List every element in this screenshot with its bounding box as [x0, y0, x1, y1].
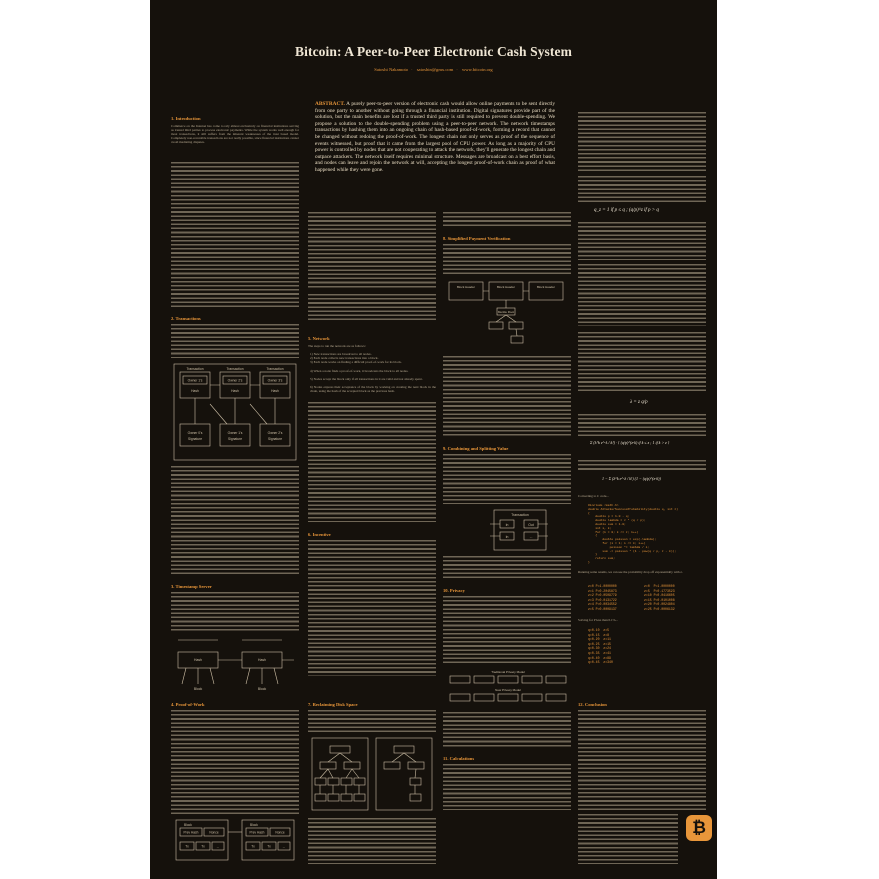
converting-label: Converting to C code... [578, 494, 609, 498]
reclaiming-body-lines [308, 710, 436, 732]
svg-text:Block: Block [257, 687, 267, 691]
svg-text:Hash: Hash [191, 389, 199, 393]
svg-text:...: ... [529, 535, 533, 539]
svg-text:...: ... [216, 844, 220, 849]
section-heading-reclaiming-disk-space: 7. Reclaiming Disk Space [308, 702, 358, 707]
timestamp-body-lines [171, 592, 299, 632]
author-email: satoshin@gmx.com [416, 67, 454, 72]
results-table-q03: z=0 P=1.0000000 z=5 P=0.1773523 z=10 P=0.0416605 z=15 P=0.0101008 z=20 P=0.0024804 z=25 P=0.0006132 [644, 584, 675, 611]
timestamp-diagram [172, 634, 298, 694]
svg-text:Block Header: Block Header [496, 285, 516, 289]
svg-text:Nonce: Nonce [275, 830, 285, 835]
section-heading-introduction: 1. Introduction [171, 116, 201, 121]
combining-body-lines-2 [443, 556, 571, 580]
section-heading-calculations: 11. Calculations [443, 756, 475, 761]
transaction-io-diagram [490, 508, 550, 552]
svg-text:Transaction: Transaction [266, 367, 284, 371]
pow-continued-lines [308, 212, 436, 290]
svg-text:Signature: Signature [267, 437, 283, 441]
diagram-label-transaction: Transaction [186, 367, 204, 371]
svg-text:Hash: Hash [258, 658, 266, 662]
svg-text:Block Header: Block Header [536, 285, 556, 289]
running-results-label: Running some results, we can see the probability drop off exponentially with z. [578, 570, 683, 574]
pow-body-lines [171, 710, 299, 814]
transactions-diagram [172, 362, 298, 462]
calculations-lines-7 [578, 460, 706, 470]
svg-text:Owner 1's: Owner 1's [227, 431, 243, 435]
section-heading-privacy: 10. Privacy [443, 588, 465, 593]
section-heading-conclusion: 12. Conclusion [578, 702, 607, 707]
solving-label: Solving for P less than 0.1%... [578, 618, 618, 622]
svg-text:Owner 1's: Owner 1's [187, 378, 203, 383]
svg-text:Signature: Signature [187, 437, 203, 441]
calculations-continued-lines-2 [578, 176, 706, 204]
svg-text:Tx: Tx [201, 844, 205, 849]
abstract [315, 101, 555, 174]
network-step: 2) Each node collects new transactions into a block. [310, 356, 379, 361]
calculations-lines-4 [578, 264, 706, 326]
section-heading-proof-of-work: 4. Proof-of-Work [171, 702, 205, 707]
svg-text:Merkle Root: Merkle Root [497, 310, 515, 314]
spv-body-lines [443, 244, 571, 274]
section-heading-spv: 8. Simplified Payment Verification [443, 236, 511, 241]
storage-lines [443, 212, 571, 228]
author-name: Satoshi Nakamoto [374, 67, 409, 72]
section-heading-transactions: 2. Transactions [171, 316, 201, 321]
author-line: Satoshi Nakamoto · satoshin@gmx.com · www.bitcoin.org [374, 67, 493, 72]
svg-text:Hash: Hash [231, 389, 239, 393]
network-step: 3) Each node works on finding a difficult proof-of-work for its block. [310, 360, 402, 365]
pow-continued-lines-2 [308, 294, 436, 320]
svg-text:Block Header: Block Header [456, 285, 476, 289]
svg-text:Transaction: Transaction [511, 513, 529, 517]
combining-body-lines [443, 454, 571, 504]
privacy-body-lines-2 [443, 712, 571, 748]
results-table-q01: z=0 P=1.0000000 z=1 P=0.2045873 z=2 P=0.0509779 z=3 P=0.0131722 z=4 P=0.0034552 z=5 P=0.0009137 [588, 584, 617, 611]
svg-text:Block: Block [250, 823, 258, 827]
svg-text:Out: Out [528, 523, 534, 527]
network-body-lines [308, 402, 436, 522]
svg-text:Traditional Privacy Model: Traditional Privacy Model [491, 670, 525, 674]
svg-text:Hash: Hash [194, 658, 202, 662]
abstract-label: ABSTRACT. [315, 101, 345, 107]
pow-diagram [172, 816, 298, 864]
svg-text:Owner 3's: Owner 3's [267, 378, 283, 383]
network-step: 6) Nodes express their acceptance of the block by working on creating the next block in the chain, using the hash of the accepted block as the previous hash. [310, 384, 436, 394]
section-heading-network: 5. Network [308, 336, 330, 341]
calculations-lines-5 [578, 332, 706, 392]
solving-table: q=0.10 z=5 q=0.15 z=8 q=0.20 z=11 q=0.25 z=15 q=0.30 z=24 q=0.35 z=41 q=0.40 z=89 q=0.45 z=340 [588, 628, 613, 665]
svg-text:Tx: Tx [267, 844, 271, 849]
section-heading-incentive: 6. Incentive [308, 532, 331, 537]
calculations-body-lines [443, 764, 571, 810]
svg-text:Prev Hash: Prev Hash [183, 830, 199, 835]
introduction-body-lines [171, 162, 299, 308]
formula-rearranged: 1 − Σ (λ^k e^-λ / k!) (1 − (q/p)^(z-k)) [602, 476, 661, 481]
svg-text:...: ... [282, 844, 286, 849]
calculations-lines-3 [578, 222, 706, 260]
paper-title: Bitcoin: A Peer-to-Peer Electronic Cash System [295, 44, 572, 59]
transactions-body-lines [171, 324, 299, 358]
conclusion-body-lines [578, 710, 706, 810]
network-step: 4) When a node finds a proof-of-work, it broadcasts the block to all nodes. [310, 368, 409, 373]
spv-body-lines-2 [443, 356, 571, 436]
svg-text:Block: Block [193, 687, 203, 691]
formula-lambda: λ = z q/p [630, 400, 648, 405]
formula-poisson-sum: Σ (λ^k e^-λ / k!) · { (q/p)^(z-k) if k ≤ z ; 1 if k > z } [590, 440, 670, 445]
privacy-diagram [446, 668, 570, 708]
svg-text:Owner 2's: Owner 2's [267, 431, 283, 435]
svg-text:Prev Hash: Prev Hash [249, 830, 265, 835]
reclaiming-body-lines-2 [308, 818, 436, 864]
c-code-block: #include <math.h> double AttackerSuccessProbability(double q, int z) { double p = 1.0 - q; double lambda = z * (q / p); double sum = 1.0; int i, k; for (k = 0; k <= z; k++) { double poisson = exp(-lambda); for (i = 1; i <= k; i++) poisson *= lambda / i; sum -= poisson * (1 - pow(q / p, z - k)); } return sum; } [588, 504, 679, 564]
svg-text:New Privacy Model: New Privacy Model [495, 688, 521, 692]
merkle-tree-diagram [310, 736, 434, 812]
svg-text:In: In [505, 523, 509, 527]
abstract-text: A purely peer-to-peer version of electronic cash would allow online payments to be sent directly from one party to another without going through a financial institution. Digital signatures provide part of the solution, but the main benefits are lost if a trusted third party is still required to prevent double-spending. We propose a solution to the double-spending problem using a peer-to-peer network. The network timestamps transactions by hashing them into an ongoing chain of hash-based proof-of-work, forming a record that cannot be changed without redoing the proof-of-work. The longest chain not only serves as proof of the sequence of events witnessed, but proof that it came from the largest pool of CPU power. As long as a majority of CPU power is controlled by nodes that are not cooperating to attack the network, they'll generate the longest chain and outpace attackers. The network itself requires minimal structure. Messages are broadcast on a best effort basis, and nodes can leave and rejoin the network at will, accepting the longest proof-of-work chain as proof of what happened while they were gone. [315, 101, 555, 173]
calculations-lines-6 [578, 414, 706, 436]
bitcoin-logo-icon: ₿ [686, 815, 712, 841]
formula-qz: q_z = 1 if p ≤ q ; (q/p)^z if p > q [594, 208, 659, 213]
section-heading-timestamp-server: 3. Timestamp Server [171, 584, 212, 589]
spv-diagram [445, 278, 569, 350]
section-heading-combining-splitting: 9. Combining and Splitting Value [443, 446, 509, 451]
poster: Bitcoin: A Peer-to-Peer Electronic Cash System Satoshi Nakamoto · satoshin@gmx.com · www.bitcoin.org ABSTRACT. A purely peer-to-peer version of electronic cash would allow online payments to be sent directly from one party to another without going through a financial institution. Digital signatures provide part of the solution, but the main benefits are lost if a trusted third party is still required to prevent double-spending. We propose a solution to the double-spending problem using a peer-to-peer network. The network timestamps transactions by hashing them into an ongoing chain of hash-based proof-of-work, forming a record that cannot be changed without redoing the proof-of-work. The longest chain not only serves as proof of the sequence of events witnessed, but proof that it came from the largest pool of CPU power. As long as a majority of CPU power is controlled by nodes that are not cooperating to attack the network, they'll generate the longest chain and outpace attackers. The network itself requires minimal structure. Messages are broadcast on a best effort basis, and nodes can leave and rejoin the network at will, accepting the longest proof-of-work chain as proof of what happened while they were gone. 1. Introduction Commerce on the Internet has come to rely almost exclusively on financial institutions serving as trusted third parties to process electronic payments. While the system works well enough for most transactions, it still suffers from the inherent weaknesses of the trust based model. Completely non-reversible transactions are not really possible, since financial institutions cannot avoid mediating disputes. 2. Transactions Transaction Transaction Transaction Owner 1's Owner 2's Owner 3's Hash Hash Hash Owner 0's Owner 1's Owner 2's Signature Signature Signature 3. Timestamp Server Hash Hash Block Block 4. Proof-of-Work Block Block Prev Hash Nonce Prev Hash Nonce Tx Tx ... Tx Tx ... 5. Network The steps to run the network are as follows: 1) New transactions are broadcast to all nodes. 2) Each node collects new transactions into a block. 3) Each node works on finding a difficult proof-of-work for its block. 4) When a node finds a proof-of-work, it broadcasts the block to all nodes. 5) Nodes accept the block only if all transactions in it are valid and not already spent. 6) Nodes express their acceptance of the block by working on creating the next block in the chain, using the hash of the accepted block as the previous hash. 6. Incentive 7. Reclaiming Disk Space 8. Simplified Payment Verification Block Header Block Header Block Header Merkle Root 9. Combining and Splitting Value Transaction In In Out ... 10. Privacy Traditional Privacy Model New Privacy Model 11. Calculations q_z = 1 if p ≤ q ; (q/p)^z if p > q λ = z q/p Σ (λ^k e^-λ / k!) · { (q/p)^(z-k) if k ≤ z ; 1 if k > z } 1 − Σ (λ^k e^-λ / k!) (1 − (q/p)^(z-k)) Converting to C code... #include <math.h> double AttackerSuccessProbability(double q, int z) { double p = 1.0 - q; double lambda = z * (q / p); double sum = 1.0; int i, k; for (k = 0; k <= z; k++) { double poisson = exp(-lambda); for (i = 1; i <= k; i++) poisson *= lambda / i; sum -= poisson * (1 - pow(q / p, z - k)); } return sum; } Running some results, we can see the probability drop off exponentially with z. z=0 P=1.0000000 z=1 P=0.2045873 z=2 P=0.0509779 z=3 P=0.0131722 z=4 P=0.0034552 z=5 P=0.0009137 z=0 P=1.0000000 z=5 P=0.1773523 z=10 P=0.0416605 z=15 P=0.0101008 z=20 P=0.0024804 z=25 P=0.0006132 Solving for P less than 0.1%... q=0.10 z=5 q=0.15 z=8 q=0.20 z=11 q=0.25 z=15 q=0.30 z=24 q=0.35 z=41 q=0.40 z=89 q=0.45 z=340 12. Conclusion ₿ [150, 0, 717, 879]
svg-text:Block: Block [184, 823, 192, 827]
network-step: 1) New transactions are broadcast to all nodes. [310, 352, 372, 356]
introduction-text: Commerce on the Internet has come to rely almost exclusively on financial institutions serving as trusted third parties to process electronic payments. While the system works well enough for most transactions, it still suffers from the inherent weaknesses of the trust based model. Completely non-reversible transactions are not really possible, since financial institutions cannot avoid mediating disputes. [171, 124, 299, 145]
svg-text:Owner 0's: Owner 0's [187, 431, 203, 435]
incentive-body-lines [308, 540, 436, 676]
privacy-body-lines [443, 596, 571, 664]
network-step: 5) Nodes accept the block only if all transactions in it are valid and not already spent. [310, 376, 423, 381]
conclusion-body-lines-2 [578, 814, 678, 864]
calculations-continued-lines [578, 112, 706, 172]
svg-text:Transaction: Transaction [226, 367, 244, 371]
svg-text:Hash: Hash [271, 389, 279, 393]
network-steps-list [310, 352, 436, 397]
author-website: www.bitcoin.org [461, 67, 493, 72]
svg-text:Nonce: Nonce [209, 830, 219, 835]
svg-text:Tx: Tx [185, 844, 189, 849]
transactions-body-lines-2 [171, 466, 299, 576]
svg-text:Owner 2's: Owner 2's [227, 378, 243, 383]
svg-text:Tx: Tx [251, 844, 255, 849]
svg-text:In: In [505, 535, 509, 539]
svg-text:Signature: Signature [227, 437, 243, 441]
